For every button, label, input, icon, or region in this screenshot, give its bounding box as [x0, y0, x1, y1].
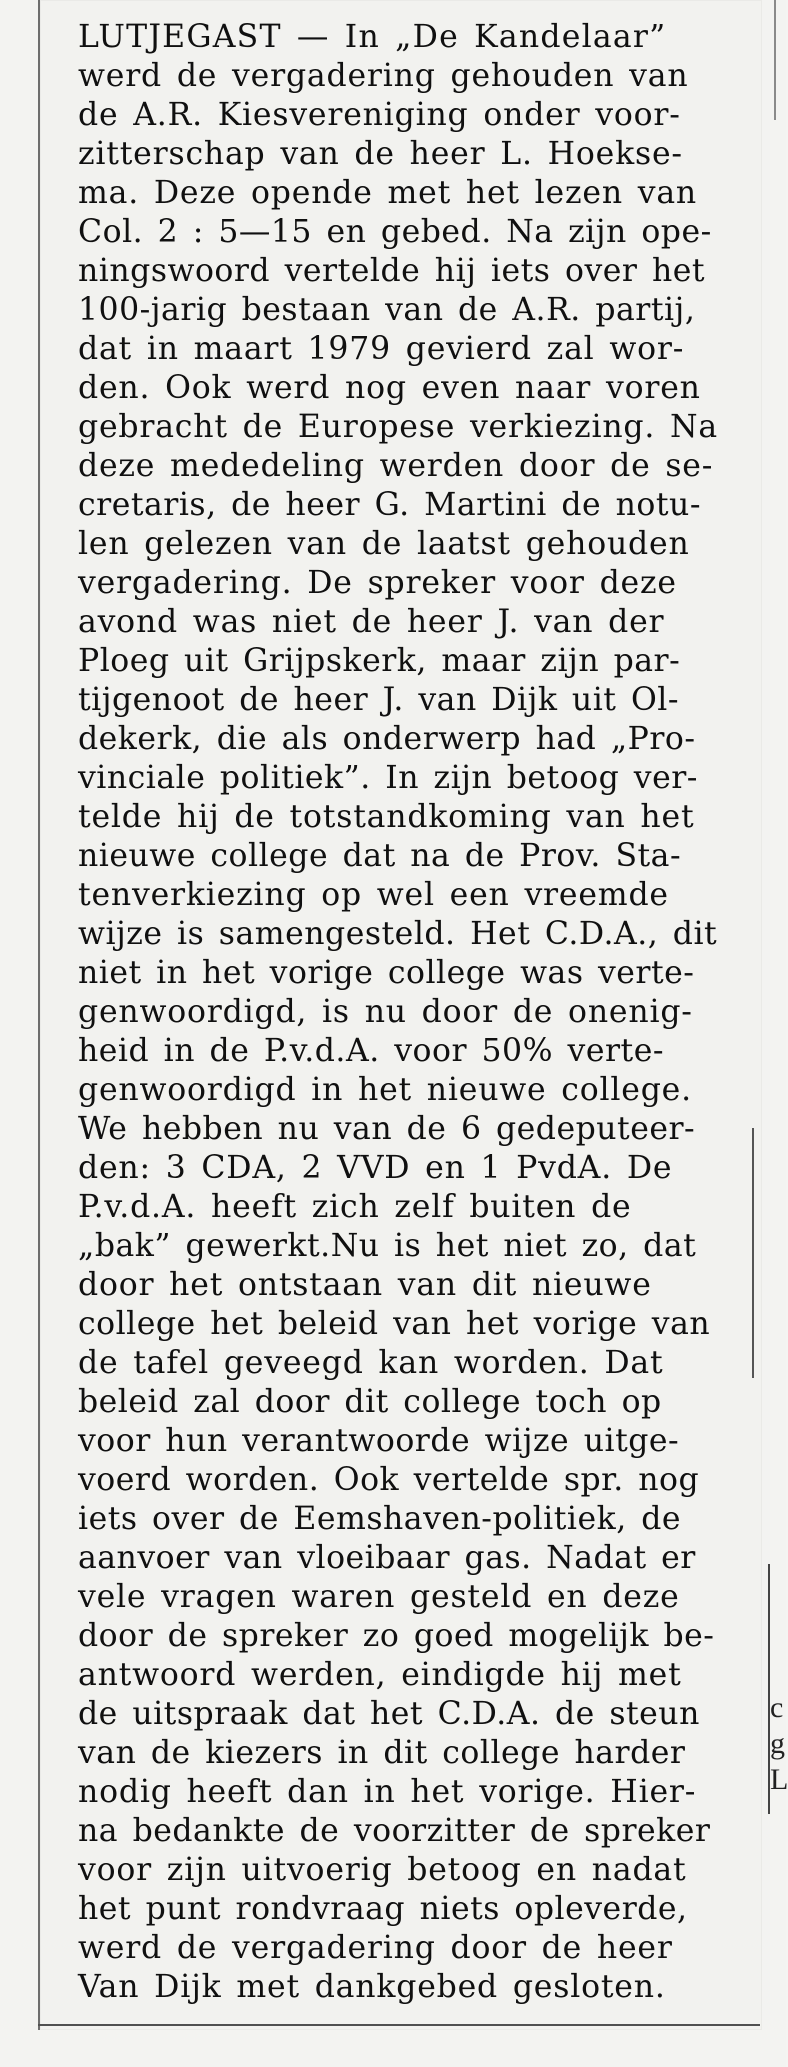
article-line: genwoordigd in het nieuwe college.: [78, 1072, 692, 1108]
article-line: 100-jarig bestaan van de A.R. partij,: [78, 292, 696, 328]
article-line: len gelezen van de laatst gehouden: [78, 526, 690, 562]
right-edge-rule-top: [774, 0, 776, 120]
article-line: vele vragen waren gesteld en deze: [78, 1579, 680, 1615]
edge-text-fragment: g: [770, 1727, 785, 1760]
article-line: telde hij de totstandkoming van het: [78, 799, 695, 835]
article-line: LUTJEGAST — In „De Kandelaar”: [78, 19, 667, 55]
article-line: iets over de Eemshaven-politiek, de: [78, 1501, 682, 1537]
article-line: den: 3 CDA, 2 VVD en 1 PvdA. De: [78, 1150, 673, 1186]
article-line: antwoord werden, eindigde hij met: [78, 1657, 682, 1693]
article-line: genwoordigd, is nu door de onenig-: [78, 994, 693, 1030]
article-line: vinciale politiek”. In zijn betoog ver-: [78, 760, 698, 796]
article-line: ningswoord vertelde hij iets over het: [78, 253, 706, 289]
article-line: deze mededeling werden door de se-: [78, 448, 714, 484]
article-line: het punt rondvraag niets opleverde,: [78, 1891, 688, 1927]
article-line: van de kiezers in dit college harder: [78, 1735, 686, 1771]
article-line: vergadering. De spreker voor deze: [78, 565, 677, 601]
article-line: wijze is samengesteld. Het C.D.A., dit: [78, 916, 718, 952]
article-line: de tafel geveegd kan worden. Dat: [78, 1345, 664, 1381]
article-line: voerd worden. Ook vertelde spr. nog: [78, 1462, 700, 1498]
article-line: avond was niet de heer J. van der: [78, 604, 665, 640]
article-line: cretaris, de heer G. Martini de notu-: [78, 487, 701, 523]
article-line: gebracht de Europese verkiezing. Na: [78, 409, 718, 445]
article-line: voor hun verantwoorde wijze uitge-: [78, 1423, 680, 1459]
article-line: dekerk, die als onderwerp had „Pro-: [78, 721, 696, 757]
article-line: Col. 2 : 5—15 en gebed. Na zijn ope-: [78, 214, 712, 250]
article-line: „bak” gewerkt.Nu is het niet zo, dat: [78, 1228, 697, 1264]
article-body: [78, 18, 764, 2007]
article-line: door het ontstaan van dit nieuwe: [78, 1267, 652, 1303]
article-line: Ploeg uit Grijpskerk, maar zijn par-: [78, 643, 681, 679]
article-line: college het beleid van het vorige van: [78, 1306, 711, 1342]
article-line: P.v.d.A. heeft zich zelf buiten de: [78, 1189, 632, 1225]
article-line: zitterschap van de heer L. Hoekse-: [78, 136, 683, 172]
article-line: door de spreker zo goed mogelijk be-: [78, 1618, 715, 1654]
article-line: werd de vergadering door de heer: [78, 1930, 673, 1966]
article-line: tenverkiezing op wel een vreemde: [78, 877, 669, 913]
article-line: den. Ook werd nog even naar voren: [78, 370, 701, 406]
article-line: de A.R. Kiesvereniging onder voor-: [78, 97, 681, 133]
article-line: Van Dijk met dankgebed gesloten.: [78, 1969, 666, 2005]
article-line: heid in de P.v.d.A. voor 50% verte-: [78, 1033, 664, 1069]
article-line: voor zijn uitvoerig betoog en nadat: [78, 1852, 687, 1888]
article-line: We hebben nu van de 6 gedeputeer-: [78, 1111, 696, 1147]
article-line: niet in het vorige college was verte-: [78, 955, 695, 991]
article-line: nieuwe college dat na de Prov. Sta-: [78, 838, 682, 874]
article-line: de uitspraak dat het C.D.A. de steun: [78, 1696, 700, 1732]
edge-text-fragment: L: [770, 1763, 788, 1796]
article-line: nodig heeft dan in het vorige. Hier-: [78, 1774, 697, 1810]
article-line: werd de vergadering gehouden van: [78, 58, 689, 94]
article-line: dat in maart 1979 gevierd zal wor-: [78, 331, 685, 367]
article-line: beleid zal door dit college toch op: [78, 1384, 662, 1420]
bottom-rule: [38, 2024, 760, 2026]
article-line: aanvoer van vloeibaar gas. Nadat er: [78, 1540, 696, 1576]
article-line: na bedankte de voorzitter de spreker: [78, 1813, 711, 1849]
article-line: ma. Deze opende met het lezen van: [78, 175, 697, 211]
article-line: tijgenoot de heer J. van Dijk uit Ol-: [78, 682, 680, 718]
edge-text-fragment: c: [770, 1691, 784, 1724]
